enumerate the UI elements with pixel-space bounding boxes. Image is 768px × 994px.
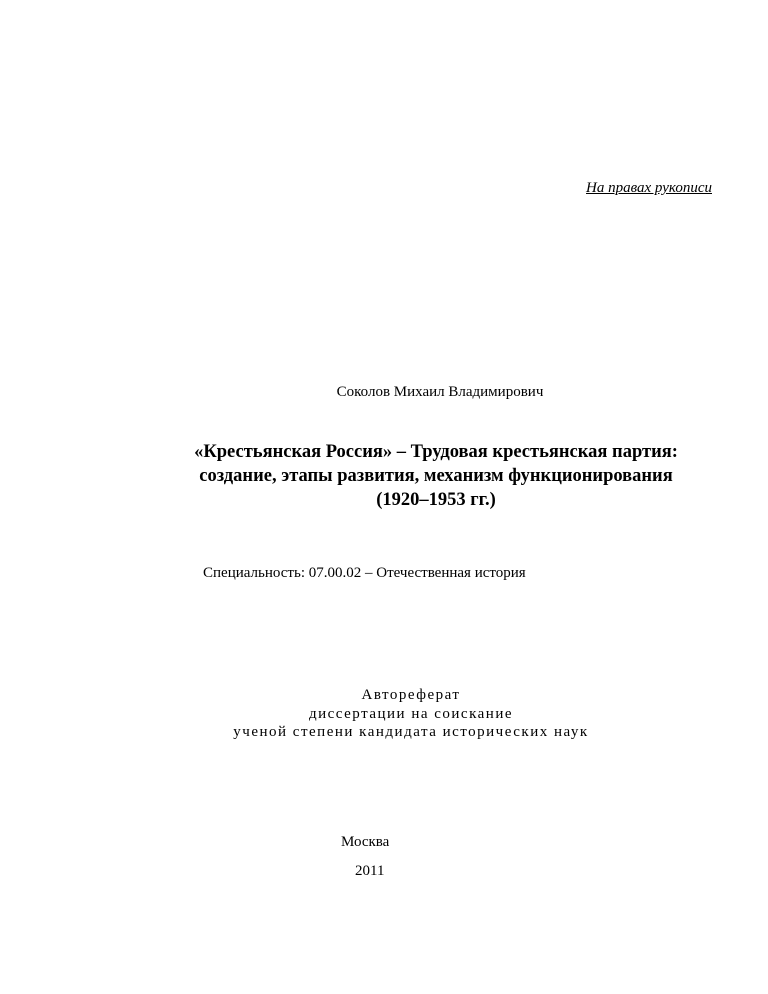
manuscript-rights-note: На правах рукописи — [586, 180, 712, 196]
abstract-line-1: Автореферат — [361, 687, 461, 703]
abstract-description — [0, 686, 768, 742]
author-name: Соколов Михаил Владимирович — [336, 384, 544, 400]
title-line-2: создание, этапы развития, механизм функционирования — [199, 466, 673, 486]
dissertation-title — [0, 440, 768, 512]
city: Москва — [341, 834, 390, 850]
abstract-line-2: диссертации на соискание — [308, 705, 514, 722]
title-line-3: (1920–1953 гг.) — [376, 490, 496, 510]
abstract-line-3: ученой степени кандидата исторических наук — [233, 724, 589, 740]
title-line-1: «Крестьянская Россия» – Трудовая крестьянская партия: — [194, 442, 678, 462]
year: 2011 — [355, 863, 385, 879]
specialty-line: Специальность: 07.00.02 – Отечественная история — [203, 565, 526, 581]
